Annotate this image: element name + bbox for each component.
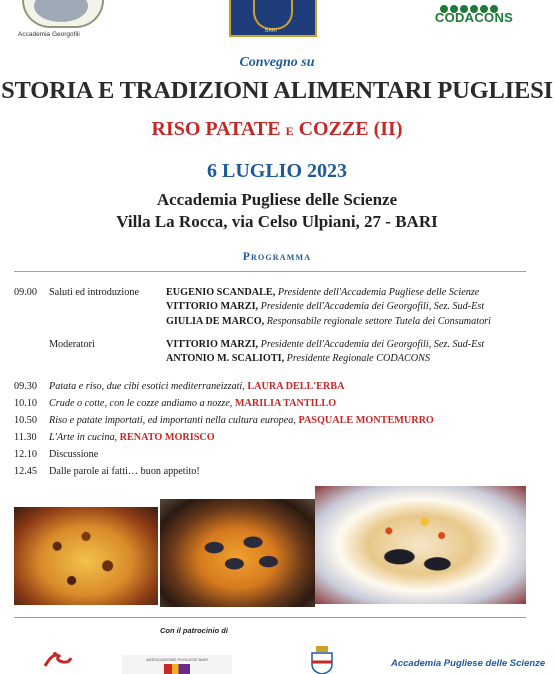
sponsor-logo-association: ASSOCIAZIONE PUGLIESE BARI [122, 655, 232, 674]
accademia-pugliese-logo-text: Accademia Pugliese delle Scienze [391, 658, 546, 669]
sponsor-logo-shield [302, 646, 342, 674]
programma-heading: Programma [242, 251, 312, 263]
subtitle-part-b: COZZE (II) [298, 118, 403, 140]
closing-text: Dalle parole ai fatti… buon appetito! [49, 466, 200, 477]
closing-time: 12.45 [14, 466, 37, 477]
georgofili-caption: Accademia Georgofili [18, 31, 80, 38]
closing-time: 12.10 [14, 449, 37, 460]
divider [14, 271, 526, 272]
divider [14, 617, 526, 618]
rice-potato-dish-photo [14, 507, 158, 605]
speaker-line: VITTORIO MARZI, Presidente dell'Accademia dei Georgofili, Sez. Sud-Est [166, 301, 485, 312]
talk-time: 09.30 [14, 381, 37, 392]
patrocinio-label: Con il patrocinio di [160, 626, 228, 635]
event-date: 6 LUGLIO 2023 [206, 160, 348, 182]
talk-line: Crude o cotte, con le cozze andiamo a nozze, MARILIA TANTILLO [49, 398, 337, 409]
bari-caption: BARI [265, 28, 277, 34]
pasta-mussels-plate-photo [315, 486, 526, 604]
sponsor-logo-red-swoosh [43, 648, 73, 670]
mussels-tiella-photo [160, 499, 315, 607]
convegno-label: Convegno su [239, 55, 315, 70]
talk-line: Riso e patate importati, ed importanti nella cultura europea, PASQUALE MONTEMURRO [49, 415, 434, 426]
closing-text: Discussione [49, 449, 99, 460]
label-opening: Saluti ed introduzione [49, 287, 139, 298]
time-opening: 09.00 [14, 287, 37, 298]
speaker-line: EUGENIO SCANDALE, Presidente dell'Accademia Pugliese delle Scienze [166, 287, 480, 298]
moderator-line: ANTONIO M. SCALIOTI, Presidente Regionale CODACONS [166, 353, 431, 364]
codacons-text: CODACONS [434, 10, 514, 25]
talk-time: 10.50 [14, 415, 37, 426]
accademia-georgofili-logo [22, 0, 104, 28]
talk-time: 10.10 [14, 398, 37, 409]
codacons-logo [420, 0, 526, 30]
venue-address: Villa La Rocca, via Celso Ulpiani, 27 - BARI [116, 212, 438, 231]
bari-crest-logo [229, 0, 317, 37]
event-title: STORIA E TRADIZIONI ALIMENTARI PUGLIESI [1, 77, 553, 104]
venue-name: Accademia Pugliese delle Scienze [156, 190, 398, 209]
label-moderators: Moderatori [49, 339, 95, 350]
subtitle-part-a: RISO PATATE [151, 118, 281, 140]
subtitle-conjunction: E [285, 124, 294, 138]
moderator-line: VITTORIO MARZI, Presidente dell'Accademia dei Georgofili, Sez. Sud-Est [166, 339, 485, 350]
speaker-line: GIULIA DE MARCO, Responsabile regionale settore Tutela dei Consumatori [166, 316, 491, 327]
event-subtitle [0, 118, 554, 141]
talk-time: 11.30 [14, 432, 37, 443]
clover-icon [440, 0, 508, 10]
talk-line: L'Arte in cucina, RENATO MORISCO [49, 432, 215, 443]
talk-line: Patata e riso, due cibi esotici mediterraneizzati, LAURA DELL'ERBA [49, 381, 345, 392]
